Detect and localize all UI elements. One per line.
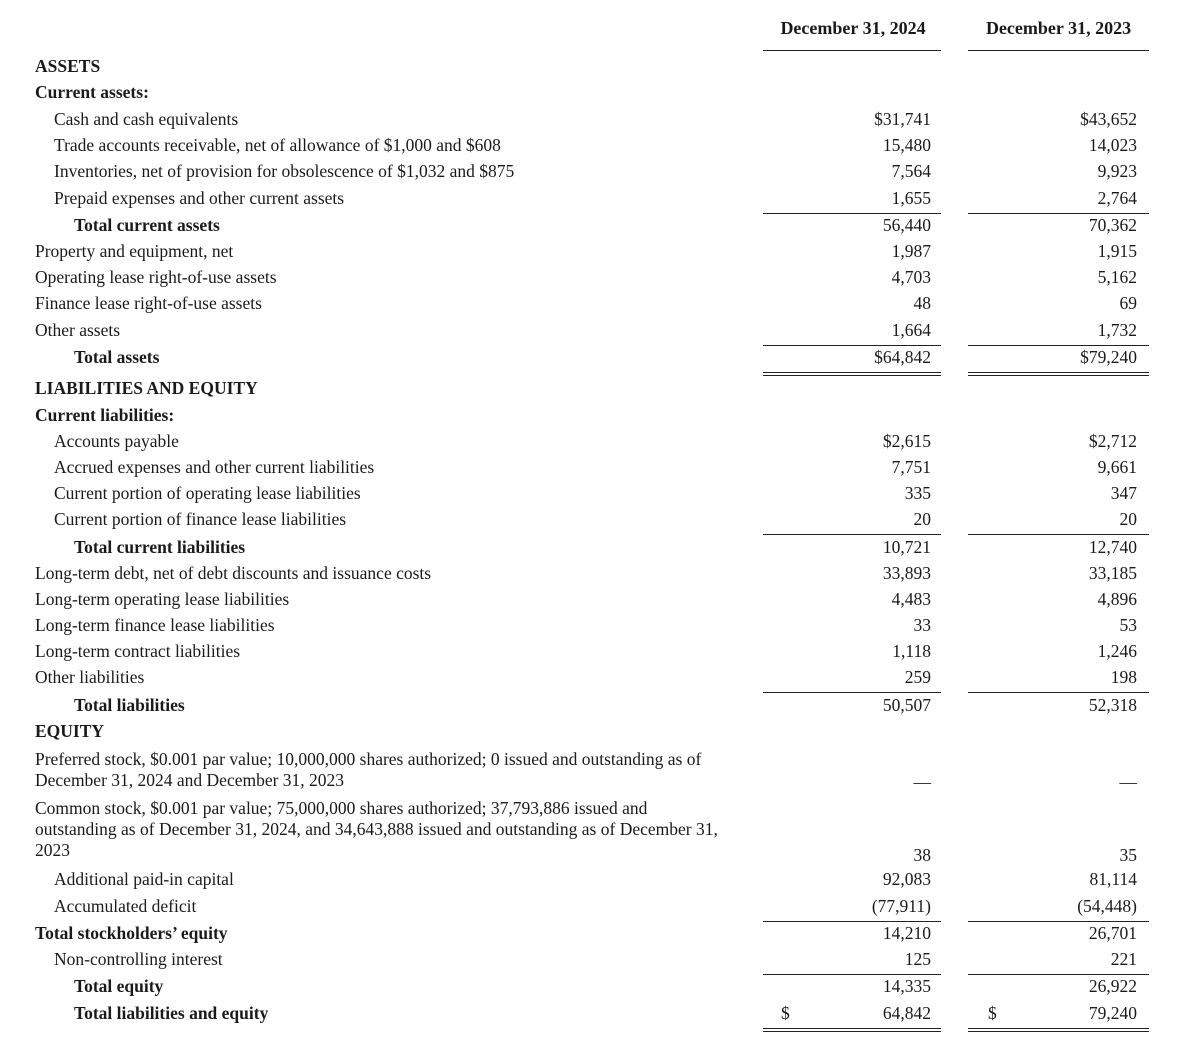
value-2024: 33 xyxy=(913,615,931,635)
value-2023: 1,915 xyxy=(1097,241,1137,261)
value-2024: 10,721 xyxy=(882,537,931,557)
value-2023: 347 xyxy=(1110,483,1137,503)
value-2024: 92,083 xyxy=(882,869,931,889)
row-label: Current assets: xyxy=(35,82,149,102)
value-2024: 259 xyxy=(904,667,931,687)
subtotal-rule xyxy=(968,534,1149,535)
row-label: Total liabilities and equity xyxy=(74,1003,269,1023)
subtotal-rule xyxy=(763,921,941,922)
column-header-2024: December 31, 2024 xyxy=(780,18,926,38)
value-2024: 50,507 xyxy=(882,695,931,715)
value-2023: 79,240 xyxy=(1088,1003,1137,1023)
value-2024: $2,615 xyxy=(882,431,931,451)
value-2024: 14,210 xyxy=(882,923,931,943)
value-2023: 20 xyxy=(1119,509,1137,529)
header-underline-2024 xyxy=(763,50,941,51)
row-label: Operating lease right-of-use assets xyxy=(35,267,277,287)
value-2024: 33,893 xyxy=(882,563,931,583)
row-label: EQUITY xyxy=(35,721,105,741)
value-2023: 2,764 xyxy=(1097,188,1137,208)
value-2023: 9,923 xyxy=(1097,161,1137,181)
value-2023: 53 xyxy=(1119,615,1137,635)
row-label: Long-term finance lease liabilities xyxy=(35,615,275,635)
row-label: Total current assets xyxy=(74,215,220,235)
subtotal-rule xyxy=(763,345,941,346)
subtotal-rule xyxy=(968,345,1149,346)
subtotal-rule xyxy=(763,534,941,535)
value-2023: 70,362 xyxy=(1088,215,1137,235)
value-2023: (54,448) xyxy=(1077,896,1137,916)
row-label: Current portion of finance lease liabilities xyxy=(54,509,347,529)
subtotal-rule xyxy=(968,921,1149,922)
value-2023: 52,318 xyxy=(1088,695,1137,715)
value-2024: 335 xyxy=(904,483,931,503)
value-2023: 81,114 xyxy=(1089,869,1137,889)
row-label: Total equity xyxy=(74,976,164,996)
row-label: Property and equipment, net xyxy=(35,241,234,261)
row-label: Cash and cash equivalents xyxy=(54,109,239,129)
row-label: LIABILITIES AND EQUITY xyxy=(35,378,258,398)
double-underline xyxy=(763,372,941,376)
value-2024: 14,335 xyxy=(882,976,931,996)
value-2024: (77,911) xyxy=(871,896,931,916)
value-2023: 26,701 xyxy=(1088,923,1137,943)
row-label: Preferred stock, $0.001 par value; 10,000,000 shares authorized; 0 issued and outstanding as of December 31, 2024 and December 31, 2023 xyxy=(35,749,702,790)
row-label: Total assets xyxy=(74,347,160,367)
value-2023: 198 xyxy=(1110,667,1137,687)
row-label: Long-term debt, net of debt discounts and issuance costs xyxy=(35,563,432,583)
value-2024: 1,118 xyxy=(892,641,931,661)
value-2023: 5,162 xyxy=(1097,267,1137,287)
value-2024: 7,751 xyxy=(891,457,931,477)
row-label: Total liabilities xyxy=(74,695,185,715)
row-label: Total stockholders’ equity xyxy=(35,923,228,943)
row-label: Common stock, $0.001 par value; 75,000,000 shares authorized; 37,793,886 issued and outstanding as of December 31, 2024, and 34,643,888 issued and outstanding as of December 31, 2023 xyxy=(35,798,718,860)
row-label: Finance lease right-of-use assets xyxy=(35,293,262,313)
value-2023: 14,023 xyxy=(1088,135,1137,155)
subtotal-rule xyxy=(763,692,941,693)
value-2023: 35 xyxy=(1119,845,1137,865)
value-2024: — xyxy=(913,772,931,792)
value-2024: $64,842 xyxy=(874,347,931,367)
value-2024: 20 xyxy=(913,509,931,529)
double-underline xyxy=(968,1028,1149,1032)
value-2024: 1,664 xyxy=(891,320,931,340)
value-2024: $31,741 xyxy=(874,109,931,129)
row-label: Other liabilities xyxy=(35,667,145,687)
value-2024: 1,655 xyxy=(891,188,931,208)
value-2023: $79,240 xyxy=(1080,347,1137,367)
value-2023: 26,922 xyxy=(1088,976,1137,996)
value-2024: 125 xyxy=(904,949,931,969)
row-label: Prepaid expenses and other current assets xyxy=(54,188,345,208)
dollar-sign: $ xyxy=(781,1003,790,1023)
row-label: Other assets xyxy=(35,320,121,340)
value-2023: 9,661 xyxy=(1097,457,1137,477)
value-2023: 33,185 xyxy=(1088,563,1137,583)
value-2024: 56,440 xyxy=(882,215,931,235)
value-2023: $2,712 xyxy=(1088,431,1137,451)
row-label: Additional paid-in capital xyxy=(54,869,234,889)
header-underline-2023 xyxy=(968,50,1149,51)
subtotal-rule xyxy=(763,213,941,214)
value-2024: 15,480 xyxy=(882,135,931,155)
row-label: Non-controlling interest xyxy=(54,949,223,969)
value-2023: — xyxy=(1119,772,1137,792)
value-2024: 7,564 xyxy=(891,161,931,181)
value-2023: 221 xyxy=(1110,949,1137,969)
value-2024: 64,842 xyxy=(882,1003,931,1023)
value-2023: 1,246 xyxy=(1097,641,1137,661)
value-2024: 1,987 xyxy=(891,241,931,261)
subtotal-rule xyxy=(968,974,1149,975)
row-label: Trade accounts receivable, net of allowance of $1,000 and $608 xyxy=(54,135,501,155)
subtotal-rule xyxy=(968,692,1149,693)
row-label: Current portion of operating lease liabilities xyxy=(54,483,361,503)
dollar-sign: $ xyxy=(988,1003,997,1023)
subtotal-rule xyxy=(763,974,941,975)
value-2023: 4,896 xyxy=(1097,589,1137,609)
value-2023: 69 xyxy=(1119,293,1137,313)
row-label: Long-term contract liabilities xyxy=(35,641,241,661)
value-2024: 38 xyxy=(913,845,931,865)
value-2023: 12,740 xyxy=(1088,537,1137,557)
double-underline xyxy=(968,372,1149,376)
row-label: Long-term operating lease liabilities xyxy=(35,589,290,609)
value-2024: 48 xyxy=(913,293,931,313)
value-2024: 4,483 xyxy=(891,589,931,609)
row-label: Accrued expenses and other current liabilities xyxy=(54,457,375,477)
row-label: ASSETS xyxy=(35,56,101,76)
value-2023: $43,652 xyxy=(1080,109,1137,129)
subtotal-rule xyxy=(968,213,1149,214)
row-label: Accounts payable xyxy=(54,431,179,451)
row-label: Accumulated deficit xyxy=(54,896,197,916)
row-label: Current liabilities: xyxy=(35,405,175,425)
double-underline xyxy=(763,1028,941,1032)
column-header-2023: December 31, 2023 xyxy=(985,18,1132,38)
row-label: Inventories, net of provision for obsolescence of $1,032 and $875 xyxy=(54,161,515,181)
row-label: Total current liabilities xyxy=(74,537,246,557)
value-2023: 1,732 xyxy=(1097,320,1137,340)
value-2024: 4,703 xyxy=(891,267,931,287)
